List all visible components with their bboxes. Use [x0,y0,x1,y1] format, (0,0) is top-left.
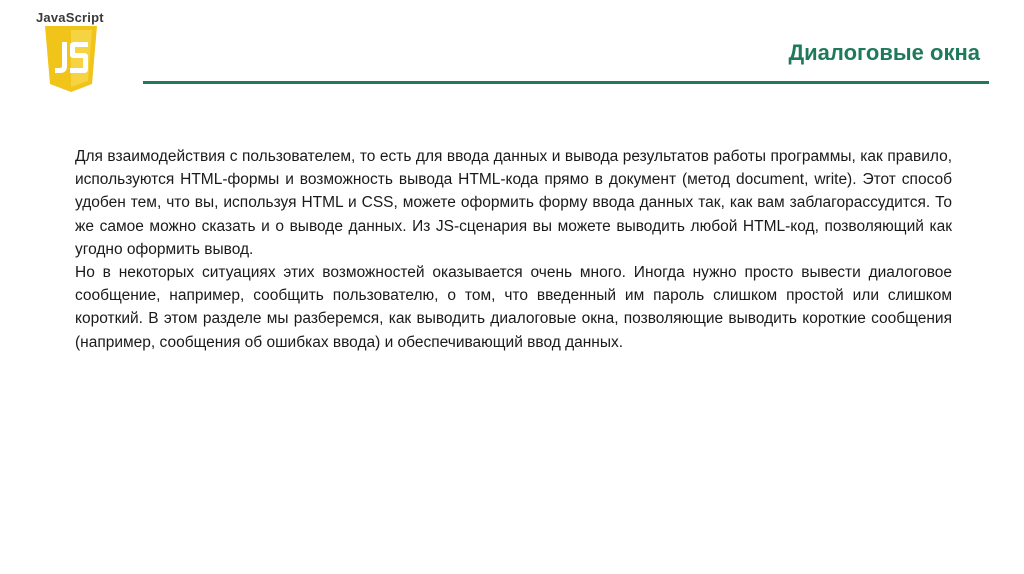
slide-title: Диалоговые окна [788,40,980,65]
body-text [75,145,952,354]
logo-label: JavaScript [36,10,104,25]
title-divider [143,81,989,84]
paragraph-2: Но в некоторых ситуациях этих возможностей оказывается очень много. Иногда нужно просто вывести диалоговое сообщение, например, сообщить пользователю, о том, что введенный им пароль слишком простой или слишком короткий. В этом разделе мы разберемся, как выводить диалоговые окна, позволяющие выводить короткие сообщения (например, сообщения об ошибках ввода) и обеспечивающий ввод данных. [75,264,952,351]
paragraph-1: Для взаимодействия с пользователем, то есть для ввода данных и вывода результатов работы программы, как правило, используются HTML-формы и возможность вывода HTML-кода прямо в документ (метод document, write). Этот способ удобен тем, что вы, используя HTML и CSS, можете оформить форму ввода данных так, как вам заблагорассудится. То же самое можно сказать и о выводе данных. Из JS-сценария вы можете выводить любой HTML-код, позволяющий как угодно оформить вывод. [75,148,952,258]
js-shield-icon [45,26,97,92]
